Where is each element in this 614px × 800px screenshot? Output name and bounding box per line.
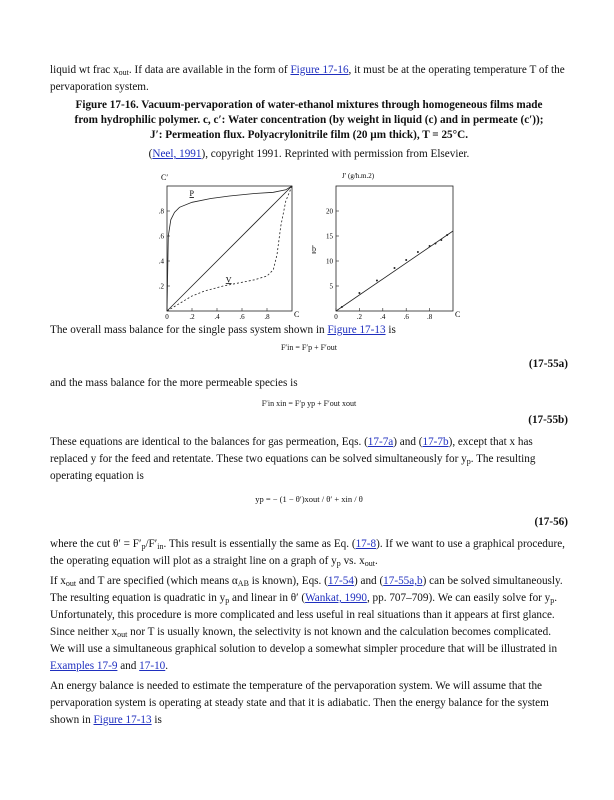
link-examples-17-9[interactable]: Examples 17-9 <box>50 660 118 672</box>
link-wankat-1990[interactable]: Wankat, 1990 <box>305 592 367 604</box>
right-side-label: b <box>312 244 316 254</box>
text: ) and ( <box>393 436 423 448</box>
text: is <box>385 324 396 336</box>
equation-17-56: yp = − (1 − θ′)xout / θ′ + xin / θ <box>255 494 363 504</box>
right-x-tick-label: .4 <box>380 313 386 321</box>
right-x-tick-label: .6 <box>403 313 409 321</box>
text: and linear in θ′ ( <box>229 592 306 604</box>
right-plot-frame <box>336 186 453 311</box>
text: The overall mass balance for the single pass system shown in <box>50 324 328 336</box>
link-figure-17-16[interactable]: Figure 17-16 <box>290 64 349 76</box>
text: If x <box>50 575 66 587</box>
text: is known), Eqs. ( <box>248 575 328 587</box>
text: . The resulting operating equation is <box>50 453 536 482</box>
text: , it must be at the operating temperature T of the pervaporation system. <box>50 64 565 93</box>
text: ), copyright 1991. Reprinted with permission from Elsevier. <box>201 148 470 160</box>
text: and <box>117 660 140 672</box>
left-x-tick-label: .4 <box>214 313 220 321</box>
paragraph-specified <box>50 573 568 675</box>
equation-17-55b: F′in xin = F′p yp + F′out xout <box>261 399 357 408</box>
text: ), except that x has replaced y for the feed and retentate. These two equations can be solved simultaneously for y <box>50 436 533 465</box>
right-data-point <box>417 251 419 253</box>
left-y-tick-label: .2 <box>158 282 164 291</box>
paragraph-cut <box>50 536 568 570</box>
link-figure-17-13[interactable]: Figure 17-13 <box>327 324 386 336</box>
paragraph-energy-balance <box>50 678 568 729</box>
equation-17-55a: F′in = F′p + F′out <box>280 343 338 352</box>
right-x-tick-label: .8 <box>426 313 433 321</box>
equation-number-17-56: (17-56) <box>534 516 568 528</box>
equation-number-17-55a: (17-55a) <box>528 358 568 370</box>
text: liquid wt frac x <box>50 64 119 76</box>
subscript: p <box>466 457 471 466</box>
right-y-tick-label: 15 <box>326 232 333 241</box>
curve-label-v: V <box>225 275 232 285</box>
subscript: p <box>550 596 555 605</box>
paragraph-species-balance: and the mass balance for the more permeable species is <box>50 377 298 389</box>
right-x-tick-label: .2 <box>356 313 363 321</box>
text: and T are specified (which means α <box>76 575 238 587</box>
subscript: p <box>225 596 230 605</box>
link-17-55ab[interactable]: 17-55a,b <box>383 575 423 587</box>
text: vs. x <box>340 555 365 567</box>
right-data-point <box>434 243 436 245</box>
curve-label-p: P <box>189 189 194 198</box>
figure-image <box>50 164 568 322</box>
text: . <box>374 555 378 567</box>
equation-number-17-55b: (17-55b) <box>528 414 568 426</box>
text: An energy balance is needed to estimate the temperature of the pervaporation system. We will assume that the pervaporation system is operating at steady state and that it is adiabatic. Then the energy balance for the system shown in <box>50 680 549 726</box>
right-data-point <box>440 239 442 241</box>
left-y-tick-label: .6 <box>158 232 164 241</box>
text: nor T is usually known, the selectivity is not known and the calculation becomes complicated. We will use a simultaneous graphical solution to develop a somewhat simpler procedure that will be illustrated in <box>50 626 558 655</box>
text: ). If we want to use a graphical procedure, the operating equation will plot as a straight line on a graph of y <box>50 538 565 567</box>
text: where the cut θ′ = F′ <box>50 538 142 550</box>
link-17-7b[interactable]: 17-7b <box>422 436 449 448</box>
left-x-tick-label: .8 <box>264 313 270 321</box>
left-x-tick-label: .6 <box>239 313 245 321</box>
left-x-axis-label: C <box>294 310 300 319</box>
right-data-point <box>341 306 343 308</box>
text: . This result is essentially the same as Eq. ( <box>163 538 356 550</box>
subscript: out <box>364 559 375 568</box>
caption-line: J′: Permeation flux. Polyacrylonitrile film (20 µm thick), T = 25°C. <box>149 129 468 141</box>
link-17-54[interactable]: 17-54 <box>327 575 354 587</box>
link-17-7a[interactable]: 17-7a <box>367 436 394 448</box>
left-y-tick-label: .8 <box>158 207 164 216</box>
right-y-tick-label: 20 <box>326 207 333 216</box>
right-data-point <box>358 292 360 294</box>
caption-line: Figure 17-16. Vacuum-pervaporation of water-ethanol mixtures through homogeneous films made <box>75 99 543 111</box>
figure-caption <box>50 98 568 143</box>
paragraph-identical-balances <box>50 434 568 485</box>
figure-credit <box>50 146 568 163</box>
link-neel-1991[interactable]: Neel, 1991 <box>152 148 202 160</box>
subscript: p <box>336 559 341 568</box>
caption-line: from hydrophilic polymer. c, c′: Water concentration (by weight in liquid (c) and in permeate (c′)); <box>74 114 544 126</box>
right-data-point <box>376 280 378 282</box>
right-y-tick-label: 5 <box>329 282 333 291</box>
left-y-axis-label: C′ <box>161 173 169 182</box>
document-page <box>50 62 568 729</box>
text: ) and ( <box>353 575 384 587</box>
intro-paragraph <box>50 62 568 96</box>
left-x-tick-label: .2 <box>189 313 195 321</box>
right-x-axis-label: C <box>455 310 461 319</box>
text: /F′ <box>145 538 158 550</box>
text: ) can be solved simultaneously. The resulting equation is quadratic in y <box>50 575 563 604</box>
text: . <box>165 660 169 672</box>
text: is <box>151 714 162 726</box>
link-figure-17-13-b[interactable]: Figure 17-13 <box>93 714 152 726</box>
right-y-tick-label: 10 <box>326 257 333 266</box>
text: , pp. 707–709). We can easily solve for y <box>366 592 551 604</box>
right-data-point <box>394 267 396 269</box>
paragraph-mass-balance <box>50 322 568 339</box>
right-chart-title: J′ (g/h.m.2) <box>342 172 375 180</box>
text: These equations are identical to the balances for gas permeation, Eqs. ( <box>50 436 368 448</box>
figure-17-16 <box>50 164 568 322</box>
subscript: in <box>157 542 164 551</box>
subscript: p <box>141 542 146 551</box>
right-x-tick-label: 0 <box>334 313 338 321</box>
right-data-point <box>405 259 407 261</box>
left-x-tick-label: 0 <box>165 313 169 321</box>
link-17-10[interactable]: 17-10 <box>139 660 166 672</box>
subscript: out <box>65 579 77 588</box>
subscript: out <box>117 630 128 639</box>
right-data-point <box>446 234 448 236</box>
subscript: AB <box>237 579 249 588</box>
right-data-point <box>429 245 431 247</box>
link-17-8[interactable]: 17-8 <box>355 538 377 550</box>
text: ( <box>148 148 153 160</box>
subscript: out <box>118 68 129 77</box>
text: . Unfortunately, this procedure is more complicated and less useful in real situations than it appears at first glance. Since neither x <box>50 592 558 638</box>
left-y-tick-label: .4 <box>158 257 164 266</box>
text: . If data are available in the form of <box>128 64 291 76</box>
